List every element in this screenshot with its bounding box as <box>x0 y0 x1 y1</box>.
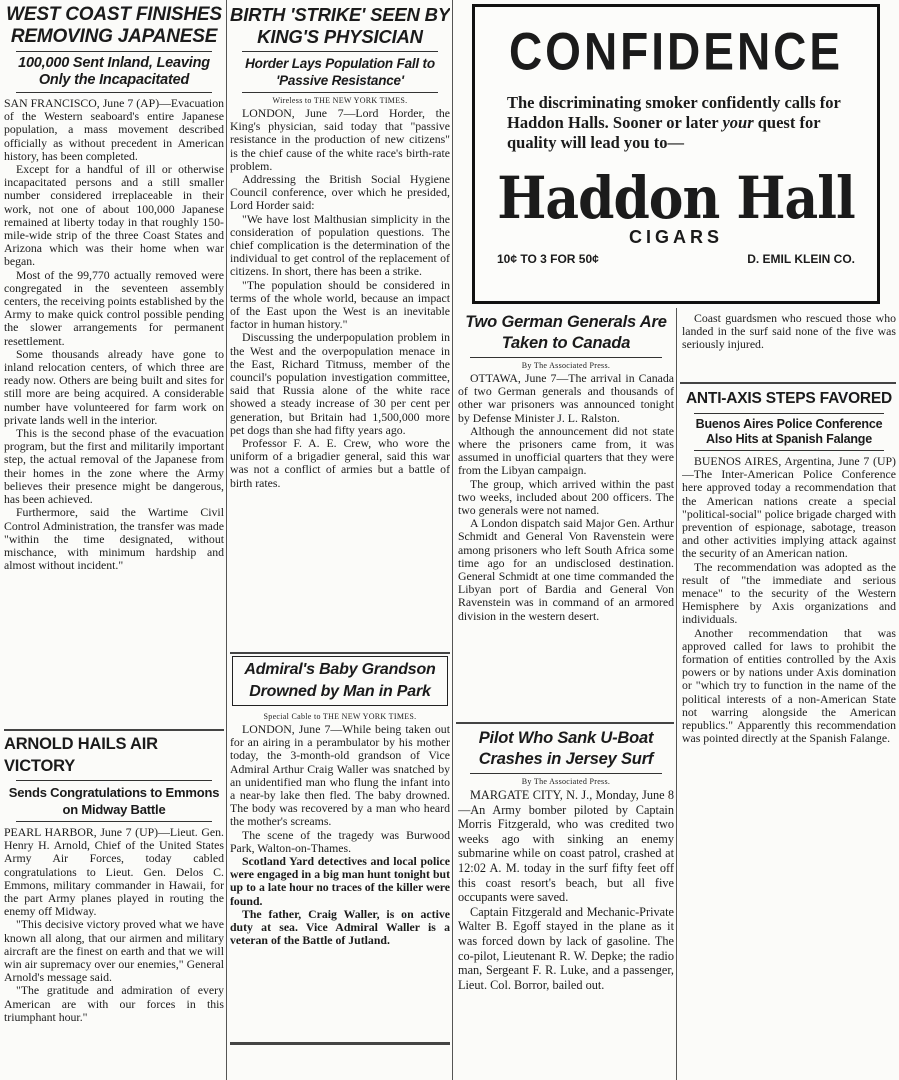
headline-rule <box>16 92 212 93</box>
paragraph: Discussing the underpopulation problem in the West and the overpopulation menace in the East, Richard Titmuss, member of the council's population investigation committee, said that Russia alone of the white race showed a steady increase of 30 per cent per generation, but Britain had 1,500,000 more pet dogs than she had fifty years ago. <box>230 330 450 437</box>
article-body <box>458 788 674 992</box>
paragraph: BUENOS AIRES, Argentina, June 7 (UP)—The Inter-American Police Conference here approved today a recommendation that the American nations create a special "political-social" police brigade charged with prevention of espionage, sabotage, treason and other activities implying attack against the security of an American nation. <box>682 454 896 561</box>
column-rule <box>452 0 453 1080</box>
article-anti-axis <box>682 388 896 1078</box>
paragraph: The group, which arrived within the past two weeks, included about 200 officers. The two generals were not named. <box>458 476 674 518</box>
section-divider <box>680 382 896 384</box>
wire-credit: Special Cable to THE NEW YORK TIMES. <box>263 712 417 721</box>
article-subhead: Sends Congratulations to Emmons on Midway Battle <box>8 785 220 817</box>
article-birth-strike <box>230 4 450 650</box>
ad-copy: The discriminating smoker confidently calls for Haddon Halls. Sooner or later your quest for quality will lead you to— <box>507 93 841 152</box>
article-body <box>682 455 896 745</box>
paragraph: Addressing the British Social Hygiene Council conference, over which he presided, Lord Horder said: <box>230 172 450 213</box>
paragraph: The father, Craig Waller, is on active duty at sea. Vice Admiral Waller is a veteran of the Battle of Jutland. <box>230 906 450 948</box>
column-rule <box>226 0 227 1080</box>
paragraph: LONDON, June 7—While being taken out for an airing in a perambulator by his mother today, the 3-month-old grandson of Vice Admiral Arthur Craig Waller was snatched by an unidentified man who flung the infant into a near-by lake then fled. The baby drowned. The body was recovered by a man who heard the mother's screams. <box>230 722 450 829</box>
article-body <box>682 312 896 352</box>
paragraph: Although the announcement did not state where the prisoners came from, it was assumed in unofficial quarters that they were from the Libyan campaign. <box>458 423 674 478</box>
article-arnold <box>4 733 224 1078</box>
section-divider <box>4 729 224 731</box>
article-headline: BIRTH 'STRIKE' SEEN BY KING'S PHYSICIAN <box>230 4 450 47</box>
headline-rule <box>694 413 884 414</box>
ad-footer <box>497 252 855 266</box>
paragraph: LONDON, June 7—Lord Horder, the King's physician, said today that "passive resistance in the production of new citizens" is the chief cause of the white race's birth-rate problem. <box>230 106 450 173</box>
paragraph: This is the second phase of the evacuation program, but the first and militarily important step, the actual removal of the Japanese from their homes in the zone where the Army believes their presence might be dangerous, has been achieved. <box>4 426 224 507</box>
article-body <box>230 723 450 947</box>
column-rule <box>676 308 677 1080</box>
headline-box <box>232 656 448 706</box>
article-headline: ARNOLD HAILS AIR VICTORY <box>4 735 158 775</box>
headline-rule <box>16 821 212 822</box>
paragraph: "This decisive victory proved what we have known all along, that our airmen and military aircraft are the finest on earth and that we will win air supremacy over our enemies," General Arnold's message said. <box>4 917 224 985</box>
paragraph: The scene of the tragedy was Burwood Park, Walton-on-Thames. <box>230 827 450 855</box>
paragraph: Furthermore, said the Wartime Civil Control Administration, the transfer was made "within the time designated, without mischance, with minimum hardship and almost without incident." <box>4 505 224 573</box>
article-body <box>4 97 224 572</box>
wire-credit: Wireless to THE NEW YORK TIMES. <box>272 96 408 105</box>
section-divider <box>456 722 674 724</box>
wire-credit: By The Associated Press. <box>521 361 611 370</box>
paragraph: Scotland Yard detectives and local police were engaged in a big man hunt tonight but up to a late hour no traces of the killer were found. <box>230 854 450 908</box>
article-headline: Pilot Who Sank U-Boat Crashes in Jersey Surf <box>478 729 654 768</box>
paragraph: The recommendation was adopted as the result of "the immediate and serious menace" to the security of the Western Hemisphere by Axis organizations and individuals. <box>682 559 896 627</box>
paragraph: OTTAWA, June 7—The arrival in Canada of two German generals and thousands of other war prisoners was announced tonight by Defense Minister J. L. Ralston. <box>458 371 674 425</box>
paragraph: Coast guardsmen who rescued those who landed in the surf said none of the five was seriously injured. <box>682 312 896 352</box>
ad-maker: D. EMIL KLEIN CO. <box>747 252 855 266</box>
article-body <box>4 826 224 1024</box>
article-headline: Admiral's Baby Grandson Drowned by Man in Park <box>244 661 436 700</box>
article-headline: WEST COAST FINISHES REMOVING JAPANESE <box>6 4 222 47</box>
paragraph: Most of the 99,770 actually removed were congregated in the seventeen assembly centers, the receiving points established by the Army to make quick control possible pending the slower arrangements for permanent resettlement. <box>4 267 224 348</box>
paragraph: SAN FRANCISCO, June 7 (AP)—Evacuation of the Western seaboard's entire Japanese population, a mass movement described officially as without precedent in American history, has been completed. <box>4 96 224 163</box>
ad-brand-logo: Haddon Hall <box>497 164 855 233</box>
headline-rule <box>242 51 438 52</box>
paragraph: "The gratitude and admiration of every American are with our forces in this triumphant hour." <box>4 983 224 1024</box>
article-admiral <box>230 656 450 1040</box>
headline-rule <box>16 780 212 781</box>
article-west-coast <box>4 4 224 726</box>
article-body <box>458 372 674 623</box>
headline-rule <box>16 51 212 52</box>
article-subhead: Buenos Aires Police Conference Also Hits at Spanish Falange <box>695 417 883 446</box>
paragraph: Except for a handful of ill or otherwise incapacitated persons and a still smaller number considered irreplaceable in their work, not one of about 100,000 Japanese remained at liberty today in that roughly 150-mile-wide strip of the three Coast States and Arizona which was their home when war began. <box>4 162 224 269</box>
article-headline: Two German Generals Are Taken to Canada <box>465 313 667 352</box>
paragraph: Professor F. A. E. Crew, who wore the uniform of a brigadier general, said this war was not a conflict of armies but a battle of birth rates. <box>230 436 450 490</box>
paragraph: "The population should be considered in terms of the whole world, because an impact of the East upon the West is an inevitable factor in human history." <box>230 277 450 332</box>
ad-product: CIGARS <box>628 227 723 247</box>
paragraph: MARGATE CITY, N. J., Monday, June 8—An Army bomber piloted by Captain Morris Fitzgerald, who was credited two weeks ago with sinking an enemy submarine while on coast patrol, crashed at 12:02 A. M. today in the surf fifty feet off this coast resort's beach, but all five occupants were saved. <box>458 788 674 905</box>
paragraph: PEARL HARBOR, June 7 (UP)—Lieut. Gen. Henry H. Arnold, Chief of the United States Army Air Forces, today cabled congratulations to Lieut. Gen. Delos C. Emmons, military commander in Hawaii, for the part Army planes played in routing the enemy off Midway. <box>4 825 224 919</box>
paragraph: Some thousands already have gone to inland relocation centers, of which three are ready now. Others are being built and sites for still more are being acquired. A considerable number have volunteered for farm work on private lands well in the interior. <box>4 346 224 427</box>
paragraph: A London dispatch said Major Gen. Arthur Schmidt and General Von Ravenstein were among prisoners who left South Africa some time ago for an undisclosed destination. General Schmidt at one time commanded the Libyan port of Bardia and General Von Ravenstein was in command of an armored division in the western desert. <box>458 516 674 623</box>
section-divider <box>230 1042 450 1045</box>
article-subhead: 100,000 Sent Inland, Leaving Only the Incapacitated <box>18 55 210 88</box>
haddon-hall-ad <box>472 4 880 304</box>
article-continuation <box>682 312 896 378</box>
ad-price: 10¢ TO 3 FOR 50¢ <box>497 252 599 266</box>
wire-credit: By The Associated Press. <box>521 777 611 786</box>
headline-rule <box>242 92 438 93</box>
paragraph: Captain Fitzgerald and Mechanic-Private Walter B. Egoff stayed in the plane as it was forced down by lack of gasoline. The co-pilot, Lieutenant R. W. Depke; the radio man, Sergeant F. R. Luke, and a passenger, Lieut. Col. Borror, bailed out. <box>458 904 674 992</box>
headline-rule <box>694 450 884 451</box>
article-headline: ANTI-AXIS STEPS FAVORED <box>685 390 893 407</box>
paragraph: Another recommendation that was approved called for laws to prohibit the formation of entities controlled by the Axis powers or by nations under Axis domination or "which try to function in the name of the political interests of a non-American State not warring alongside the American republics." Apparently this recommendation was pointed directly at the Spanish Falange. <box>682 625 896 746</box>
headline-rule <box>470 357 662 358</box>
article-pilot <box>458 728 674 1078</box>
article-subhead: Horder Lays Population Fall to 'Passive Resistance' <box>245 56 435 88</box>
article-body <box>230 107 450 490</box>
article-german-generals <box>458 312 674 720</box>
section-divider <box>230 652 450 654</box>
paragraph: "We have lost Malthusian simplicity in the consideration of population questions. The chief complication is the determination of the individual to get control of the replacement of citizens. In short, there has been a strike. <box>230 211 450 279</box>
headline-rule <box>470 773 662 774</box>
ad-headline: CONFIDENCE <box>508 21 844 81</box>
